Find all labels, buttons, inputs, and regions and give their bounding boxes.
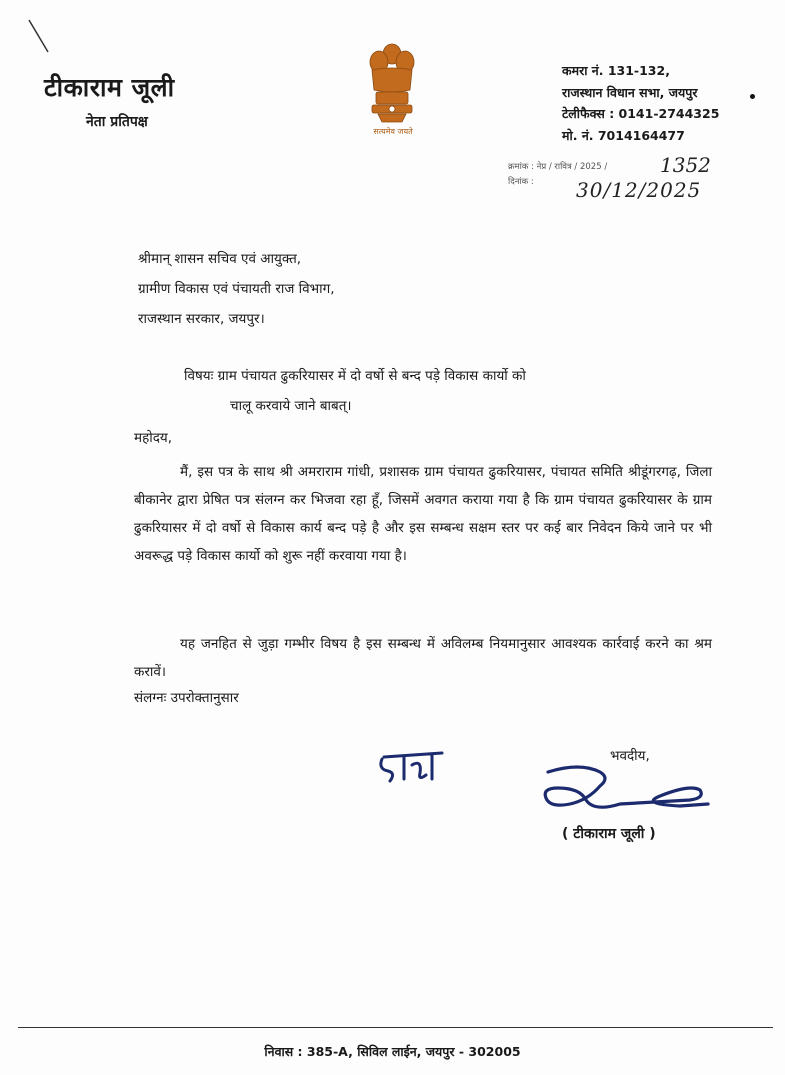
address-telefax: टेलीफैक्स : 0141-2744325 — [562, 106, 720, 121]
date-label: दिनांक : — [508, 177, 534, 187]
initials-signature — [376, 745, 448, 789]
residence-address: निवास : 385-A, सिविल लाईन, जयपुर - 302005 — [264, 1044, 521, 1059]
address-assembly: राजस्थान विधान सभा, जयपुर — [562, 84, 698, 100]
sender-name: टीकाराम जूली — [44, 73, 175, 102]
ink-dot — [750, 94, 755, 99]
main-signature — [540, 760, 710, 832]
recipient-line: ग्रामीण विकास एवं पंचायती राज विभाग, — [138, 281, 335, 297]
closing-phrase: भवदीय, — [610, 748, 650, 764]
address-room: कमरा नं. 131-132, — [562, 63, 670, 78]
reference-label: क्रमांक : नेप्र / रावित्र / 2025 / — [508, 162, 608, 172]
subject-line-2: चालू करवाये जाने बाबत्। — [230, 398, 352, 414]
salutation: महोदय, — [134, 430, 173, 446]
office-address — [562, 60, 719, 146]
recipient-line: राजस्थान सरकार, जयपुर। — [138, 311, 265, 327]
corner-slash-mark — [26, 18, 52, 54]
reference-number: 1352 — [660, 153, 711, 177]
address-mobile: मो. नं. 7014164477 — [562, 127, 685, 143]
body-paragraph-1: मैं, इस पत्र के साथ श्री अमराराम गांधी, प्रशासक ग्राम पंचायत ढुकरियासर, पंचायत समिति श्रीडूंगरगढ़, जिला बीकानेर द्वारा प्रेषित पत्र संलग्न कर भिजवा रहा हूँ, जिसमें अवगत कराया गया है कि ग्राम पंचायत ढुकरियासर के ग्राम ढुकरियासर में दो वर्षो से विकास कार्य बन्द पड़े है और इस सम्बन्ध सक्षम स्तर पर कई बार निवेदन किये जाने पर भी अवरूद्ध पड़े विकास कार्यो को शुरू नहीं करवाया गया है। — [134, 464, 712, 564]
footer-divider — [18, 1027, 773, 1028]
enclosure-note: संलग्नः उपरोक्तानुसार — [134, 690, 239, 706]
emblem-caption: सत्यमेव जयते — [373, 127, 413, 136]
sender-designation: नेता प्रतिपक्ष — [86, 114, 148, 130]
recipient-line: श्रीमान् शासन सचिव एवं आयुक्त, — [138, 251, 302, 267]
national-emblem-icon — [362, 40, 422, 140]
signatory-name: ( टीकाराम जूली ) — [562, 826, 656, 842]
subject-line-1: विषयः ग्राम पंचायत ढुकरियासर में दो वर्षो से बन्द पड़े विकास कार्यो को — [184, 368, 526, 384]
reference-date: 30/12/2025 — [576, 178, 702, 202]
recipient-block — [138, 244, 335, 334]
body-paragraph-2: यह जनहित से जुड़ा गम्भीर विषय है इस सम्बन्ध में अविलम्ब नियमानुसार आवश्यक कार्रवाई करने का श्रम करावें। — [134, 636, 712, 680]
